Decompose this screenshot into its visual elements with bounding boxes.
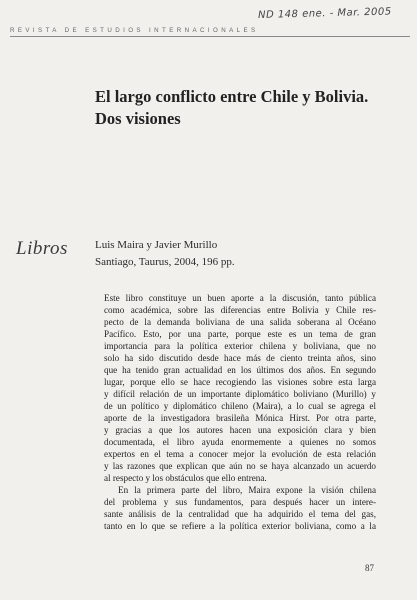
body-line: y gracias a que los autores hacen una exposición clara y bien — [104, 425, 376, 435]
body-line: aporte de la investigadora brasileña Mónica Hirst. Por otra parte, — [104, 413, 376, 423]
body-line: importancia para la política exterior chilena y boliviana, que no — [104, 341, 376, 351]
body-line: y difícil relación de un importante diplomático boliviano (Murillo) y — [104, 389, 376, 399]
page-number: 87 — [365, 563, 374, 573]
running-head: REVISTA DE ESTUDIOS INTERNACIONALES — [10, 27, 259, 34]
body-line: al respecto y los obstáculos que ello entrena. — [104, 473, 267, 483]
body-line: pecto de la demanda boliviana de una salida soberana al Océano — [104, 317, 376, 327]
title-line-1: El largo conflicto entre Chile y Bolivia. — [95, 87, 369, 106]
book-reference — [95, 237, 395, 271]
body-line: expertos en el tema a conocer mejor la evolución de esta relación — [104, 449, 376, 459]
body-line: documentada, el libro ayuda enormemente a quienes no somos — [104, 437, 376, 447]
body-line: del problema y sus fundamentos, para después hacer un intere- — [104, 497, 376, 507]
body-line: y las razones que explican que aún no se haya alcanzado un acuerdo — [104, 461, 376, 471]
section-label: Libros — [16, 238, 68, 259]
body-line: solo ha sido discutido desde hace más de ciento treinta años, sino — [104, 353, 376, 363]
body-line: Este libro constituye un buen aporte a la discusión, tanto pública — [104, 293, 376, 303]
title-line-2: Dos visiones — [95, 109, 181, 128]
body-line: En la primera parte del libro, Maira expone la visión chilena — [118, 485, 376, 495]
body-line: de un político y diplomático chileno (Maira), a lo cual se agrega el — [104, 401, 376, 411]
header-rule — [10, 36, 410, 37]
book-publication: Santiago, Taurus, 2004, 196 pp. — [95, 256, 235, 268]
review-body — [104, 292, 376, 532]
body-line: lugar, porque ello se hace recogiendo las visiones sobre esta larga — [104, 377, 376, 387]
body-line: que ha tenido gran actualidad en los últimos dos años. En segundo — [104, 365, 376, 375]
article-title — [95, 86, 405, 130]
body-line: Pacífico. Esto, por una parte, porque este es un tema de gran — [104, 329, 376, 339]
book-authors: Luis Maira y Javier Murillo — [95, 239, 218, 251]
body-line: sante análisis de la centralidad que ha adquirido el tema del gas, — [104, 509, 376, 519]
body-line: como académica, sobre las diferencias entre Bolivia y Chile res- — [104, 305, 376, 315]
body-line: tanto en lo que se refiere a la política exterior boliviana, como a la — [104, 521, 376, 531]
handwritten-note: ND 148 ene. - Mar. 2005 — [257, 6, 392, 21]
